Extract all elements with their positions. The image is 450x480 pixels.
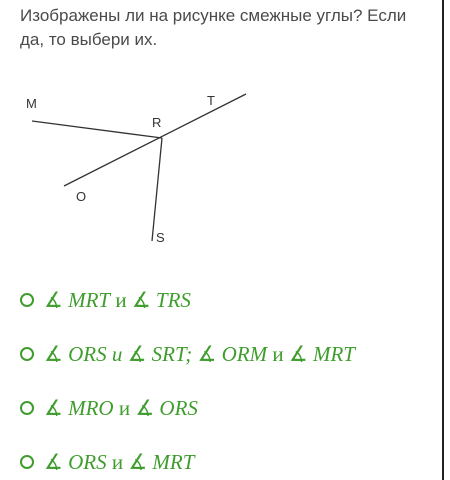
point-label-o: O (76, 189, 87, 204)
angle-name: MRT (152, 449, 195, 474)
angle-name: MRO (68, 395, 114, 420)
angle-name: MRT (68, 287, 111, 312)
angle-name: ORS (68, 449, 107, 474)
angle-name: TRS (155, 287, 191, 312)
angle-sign: ∡ (197, 341, 217, 366)
answer-option-2[interactable] (20, 339, 355, 369)
answer-option-3[interactable] (20, 393, 198, 423)
question-text: Изображены ли на рисунке смежные углы? Если да, то выбери их. (20, 6, 407, 49)
angle-sign: ∡ (128, 449, 148, 474)
angle-name: SRT; (151, 341, 193, 366)
angle-sign: ∡ (127, 341, 147, 366)
angle-sign: ∡ (288, 341, 308, 366)
angle-sign: ∡ (131, 287, 151, 312)
angle-name: ORS (68, 341, 107, 366)
angle-name: ORS (159, 395, 198, 420)
line-ot (64, 94, 246, 186)
point-label-t: T (207, 93, 215, 108)
angle-name: ORM (221, 341, 268, 366)
radio-button[interactable] (20, 347, 34, 361)
conjunction: и (115, 287, 127, 312)
ray-rm (32, 121, 162, 138)
conjunction: и (118, 395, 131, 420)
radio-button[interactable] (20, 455, 34, 469)
point-label-r: R (152, 115, 162, 130)
answer-option-4[interactable] (20, 447, 194, 477)
option-label (44, 288, 191, 313)
option-label (44, 342, 355, 367)
option-label (44, 396, 198, 421)
angle-sign: ∡ (135, 395, 155, 420)
option-label (44, 450, 194, 475)
angle-name: MRT (312, 341, 355, 366)
angle-sign: ∡ (44, 449, 63, 474)
radio-button[interactable] (20, 293, 34, 307)
ray-rs (152, 138, 162, 241)
angle-sign: ∡ (44, 287, 63, 312)
conjunction: и (111, 449, 124, 474)
conjunction: и (272, 341, 284, 366)
point-label-m: M (26, 96, 37, 111)
angle-sign: ∡ (44, 395, 63, 420)
radio-button[interactable] (20, 401, 34, 415)
conjunction: и (111, 341, 123, 366)
angle-sign: ∡ (44, 341, 63, 366)
answer-option-1[interactable] (20, 285, 191, 315)
point-label-s: S (156, 230, 165, 245)
